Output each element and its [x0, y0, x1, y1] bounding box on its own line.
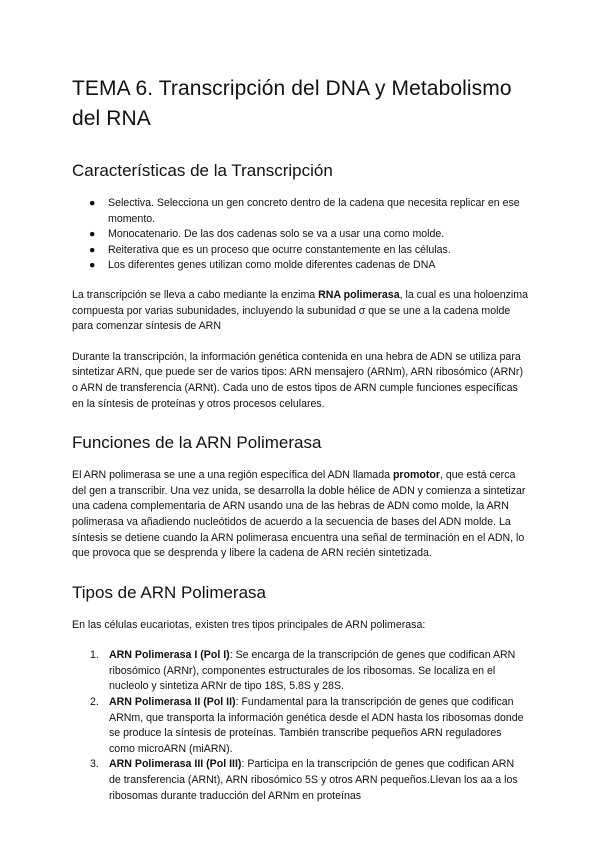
bullet-icon: ● [89, 197, 96, 209]
list-item-text: Selectiva. Selecciona un gen concreto dentro de la cadena que necesita replicar en ese momento. [108, 197, 520, 225]
list-item [72, 196, 528, 227]
section-heading-tipos: Tipos de ARN Polimerasa [72, 582, 267, 602]
document-title: TEMA 6. Transcripción del DNA y Metabolismo del RNA [72, 77, 512, 130]
bullet-list [72, 196, 528, 274]
paragraph-tipos-intro: En las células eucariotas, existen tres tipos principales de ARN polimerasa: [72, 618, 426, 631]
list-number: 2. [90, 696, 99, 709]
list-item-text: Los diferentes genes utilizan como molde diferentes cadenas de DNA [108, 259, 436, 272]
section-heading-funciones: Funciones de la ARN Polimerasa [72, 433, 322, 453]
section-heading-caracteristicas: Características de la Transcripción [72, 161, 333, 180]
list-number: 3. [90, 758, 99, 771]
list-item [72, 757, 528, 804]
list-item [72, 648, 528, 695]
list-item [72, 243, 528, 259]
list-item-text: Monocatenario. De las dos cadenas solo se va a usar una como molde. [108, 228, 445, 241]
list-item [72, 258, 528, 274]
bullet-icon: ● [89, 228, 96, 241]
bold-term: ARN Polimerasa I (Pol I) [109, 649, 230, 662]
list-item-text: : Se encarga de la transcripción de genes que codifican ARN ribosómico (ARNr), componentes estructurales de los ribosomas. Se localiza en el nucleolo y sintetiza ARNr de tipo 18S, 5.8S y 28S. [109, 649, 516, 693]
list-item [72, 227, 528, 243]
bullet-icon: ● [89, 243, 96, 256]
bullet-icon: ● [89, 259, 96, 272]
list-item [72, 695, 528, 757]
list-item-text: Reiterativa que es un proceso que ocurre constantemente en las células. [108, 243, 451, 256]
list-item-text: : Participa en la transcripción de genes que codifican ARN de transferencia (ARNt), ARN ribosómico 5S y otros ARN pequeños.Llevan los aa a los ribosomas durante traducción del ARNm en proteínas [109, 758, 518, 802]
bold-term: promotor [392, 469, 441, 482]
bold-term: RNA polimerasa [318, 288, 400, 301]
paragraph-funciones: El ARN polimerasa se une a una región específica del ADN llamada promotor, que está cerca del gen a transcribir. Una vez unida, se desarrolla la doble hélice de ADN y comienza a sintetizar una cadena complementaria de ARN usando una de las hebras de ADN como molde, la ARN polimerasa va añadiendo nucleótidos de acuerdo a la secuencia de bases del ADN molde. La síntesis se detiene cuando la ARN polimerasa encuentra una señal de terminación en el ADN, lo que provoca que se desprenda y libere la cadena de ARN recién sintetizada. [72, 469, 526, 560]
numbered-list [72, 648, 528, 804]
bold-term: ARN Polimerasa III (Pol III) [109, 758, 242, 771]
paragraph-rna-polimerasa: La transcripción se lleva a cabo mediante la enzima RNA polimerasa, la cual es una holoenzima compuesta por varias subunidades, incluyendo la subunidad σ que se une a la cadena molde para comenzar síntesis de ARN [72, 288, 528, 333]
paragraph-durante-transcripcion: Durante la transcripción, la información genética contenida en una hebra de ADN se utiliza para sintetizar ARN, que puede ser de varios tipos: ARN mensajero (ARNm), ARN ribosómico (ARNr) o ARN de transferencia (ARNt). Cada uno de estos tipos de ARN cumple funciones específicas en la síntesis de proteínas y otros procesos celulares. [72, 350, 523, 410]
list-number: 1. [90, 649, 99, 662]
bold-term: ARN Polimerasa II (Pol II) [109, 696, 236, 709]
list-item-text: : Fundamental para la transcripción de genes que codifican ARNm, que transporta la información genética desde el ADN hasta los ribosomas donde se produce la síntesis de proteínas. También transcribe pequeños ARN reguladores como microARN (miARN). [109, 696, 524, 755]
